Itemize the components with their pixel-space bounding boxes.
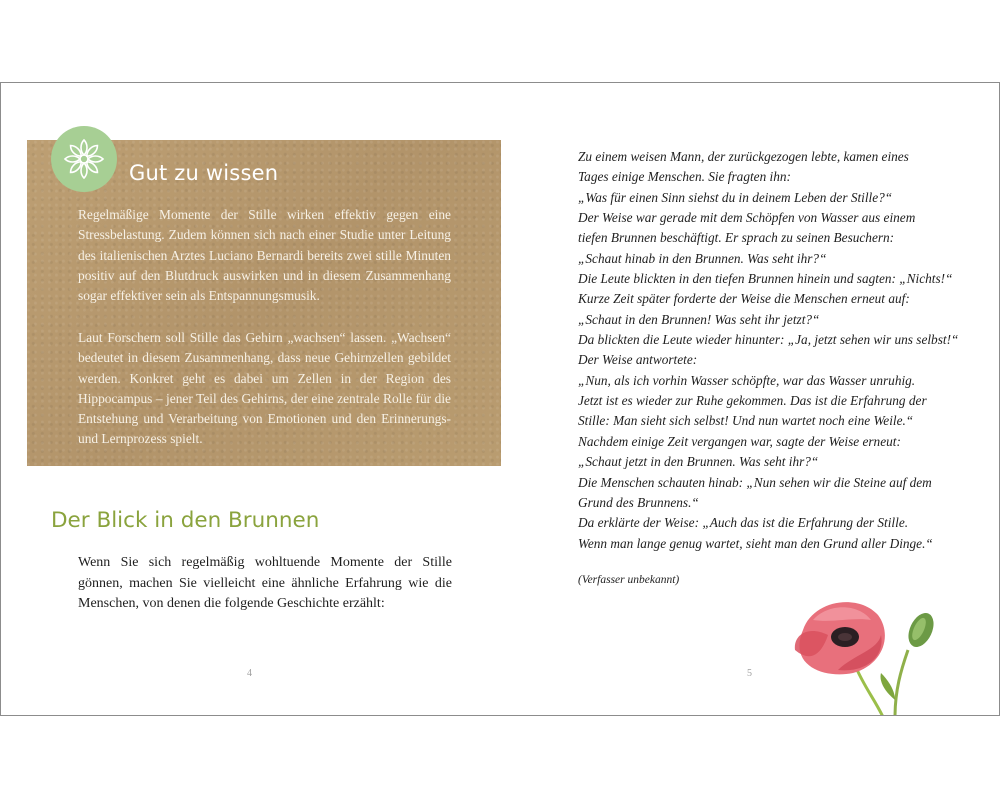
story-line: „Was für einen Sinn siehst du in deinem Leben der Stille?“ bbox=[578, 189, 893, 205]
story-line: Der Weise antwortete: bbox=[578, 352, 698, 368]
story-line: Wenn man lange genug wartet, sieht man den Grund aller Dinge.“ bbox=[578, 535, 933, 551]
story-line: „Schaut jetzt in den Brunnen. Was seht ihr?“ bbox=[578, 454, 819, 470]
story-line: „Nun, als ich vorhin Wasser schöpfte, war das Wasser unruhig. bbox=[578, 372, 916, 388]
story-line: tiefen Brunnen beschäftigt. Er sprach zu seinen Besuchern: bbox=[578, 230, 895, 246]
lotus-icon bbox=[51, 126, 117, 192]
story-line: Tages einige Menschen. Sie fragten ihn: bbox=[578, 169, 791, 185]
book-spread bbox=[0, 82, 1000, 716]
info-paragraph-2: Laut Forschern soll Stille das Gehirn „wachsen“ lassen. „Wachsen“ bedeutet in diesem Zusammenhang, dass neue Gehirnzellen gebildet werden. Konkret geht es dabei um Zellen in der Region des Hippocampus – jener Teil des Gehirns, der eine zentrale Rolle für die Entstehung und Verarbeitung von Emotionen und den Erinnerungs- und Lernprozess spielt. bbox=[78, 330, 451, 447]
story-line: „Schaut in den Brunnen! Was seht ihr jetzt?“ bbox=[578, 311, 820, 327]
story-line: Kurze Zeit später forderte der Weise die Menschen erneut auf: bbox=[578, 291, 910, 307]
story-line: Da erklärte der Weise: „Auch das ist die Erfahrung der Stille. bbox=[578, 515, 909, 531]
section-intro: Wenn Sie sich regelmäßig wohltuende Momente der Stille gönnen, machen Sie vielleicht eine ähnliche Erfahrung wie die Menschen, von denen die folgende Geschichte erzählt: bbox=[78, 555, 452, 611]
story-line: Stille: Man sieht sich selbst! Und nun wartet noch eine Weile.“ bbox=[578, 413, 914, 429]
story-line: Da blickten die Leute wieder hinunter: „Ja, jetzt sehen wir uns selbst!“ bbox=[578, 332, 959, 348]
story-line: „Schaut hinab in den Brunnen. Was seht ihr?“ bbox=[578, 250, 827, 266]
info-box bbox=[27, 140, 501, 466]
info-box-title: Gut zu wissen bbox=[129, 161, 279, 185]
page-number-left: 4 bbox=[247, 668, 252, 679]
story-line: Grund des Brunnens.“ bbox=[578, 494, 699, 510]
story-line: Zu einem weisen Mann, der zurückgezogen lebte, kamen eines bbox=[578, 149, 909, 164]
story-author: (Verfasser unbekannt) bbox=[578, 574, 680, 586]
story-text bbox=[578, 147, 958, 554]
info-paragraph-1: Regelmäßige Momente der Stille wirken effektiv gegen eine Stressbelastung. Zudem können sich nach einer Studie unter Leitung des italienischen Arztes Luciano Bernardi bereits zwei stille Minuten positiv auf den Blutdruck auswirken und in diesem Zusammenhang sogar effektiver sein als Entspannungsmusik. bbox=[78, 207, 451, 304]
story-line: Jetzt ist es wieder zur Ruhe gekommen. Das ist die Erfahrung der bbox=[578, 393, 927, 409]
story-line: Der Weise war gerade mit dem Schöpfen von Wasser aus einem bbox=[578, 210, 916, 226]
page-number-right: 5 bbox=[747, 668, 752, 679]
story-line: Die Leute blickten in den tiefen Brunnen hinein und sagten: „Nichts!“ bbox=[578, 271, 953, 287]
poppy-illustration bbox=[783, 595, 943, 716]
story-line: Die Menschen schauten hinab: „Nun sehen wir die Steine auf dem bbox=[578, 474, 932, 490]
story-line: Nachdem einige Zeit vergangen war, sagte der Weise erneut: bbox=[578, 433, 901, 449]
section-title: Der Blick in den Brunnen bbox=[51, 508, 320, 533]
